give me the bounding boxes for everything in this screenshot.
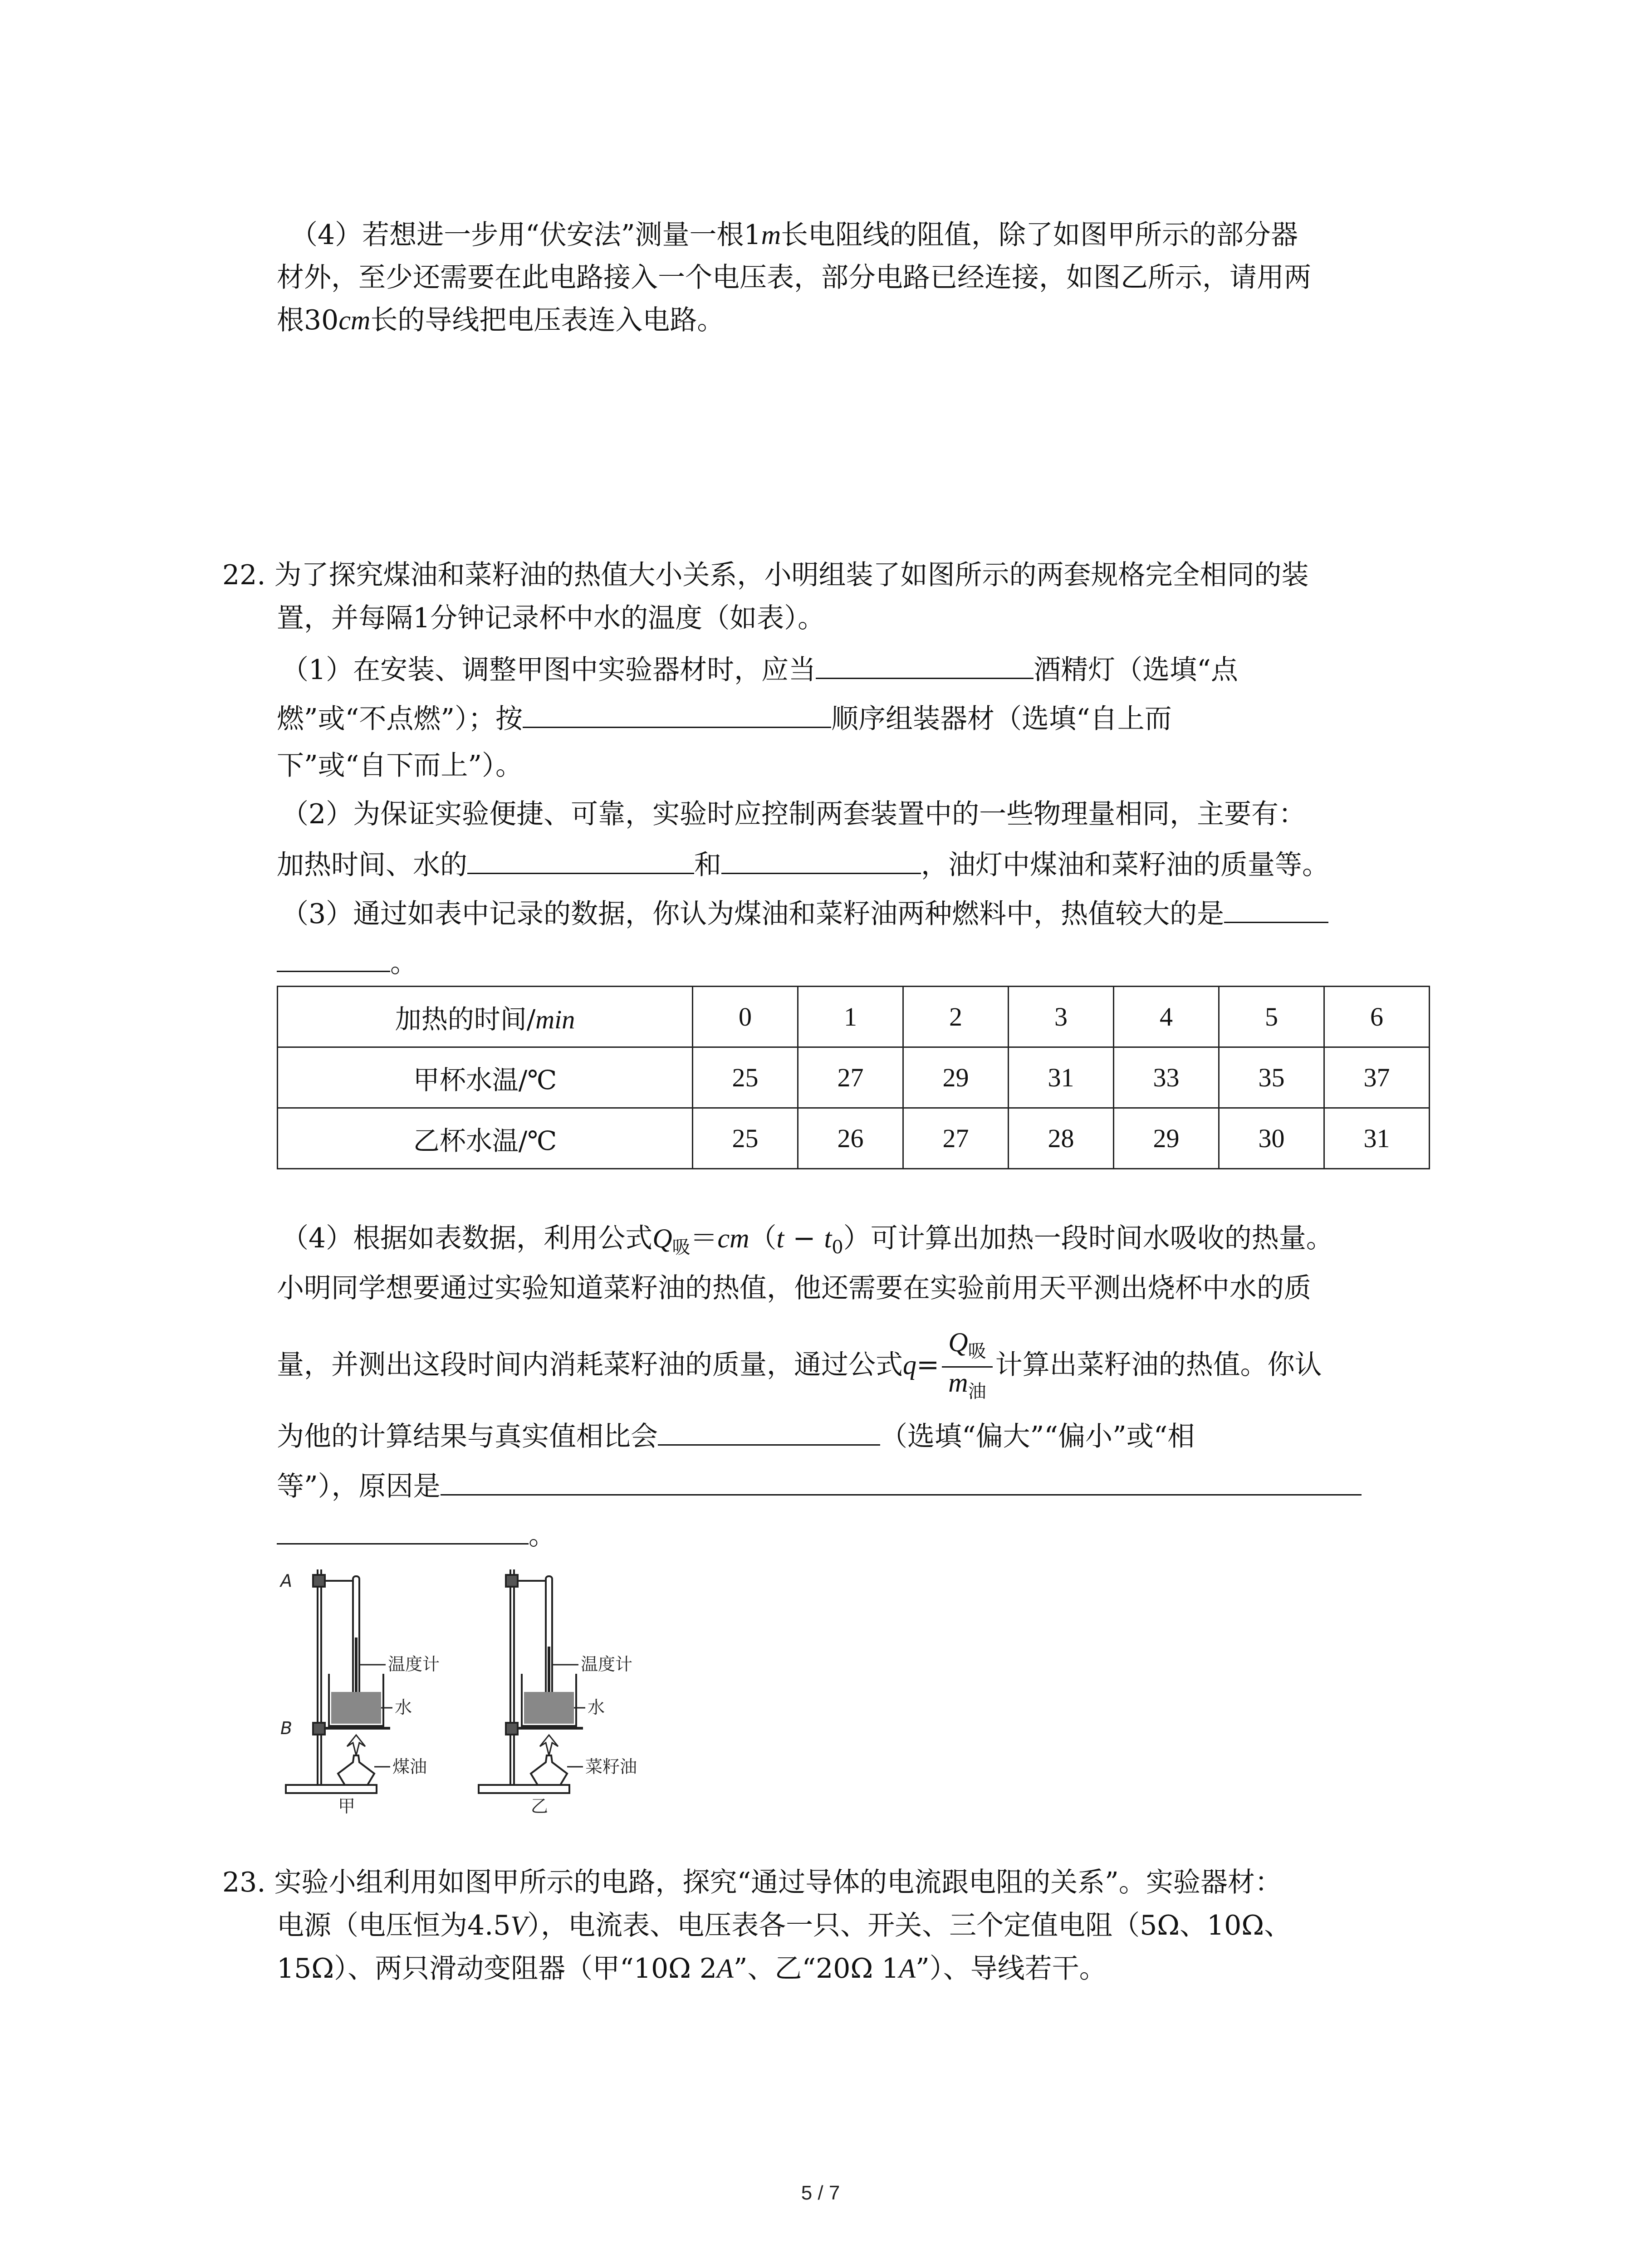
apparatus-figure xyxy=(272,1556,681,1814)
q22-part-4-line-6: 。 xyxy=(277,1515,556,1554)
q23-line-1: 23. 实验小组利用如图甲所示的电路，探究“通过导体的电流跟电阻的关系”。实验器材： xyxy=(222,1867,1282,1898)
table-cell: 2 xyxy=(903,987,1009,1047)
right-water-label: 水 xyxy=(588,1697,605,1717)
table-cell: 6 xyxy=(1324,987,1430,1047)
left-stand-base xyxy=(286,1785,377,1793)
table-cell: 0 xyxy=(693,987,798,1047)
left-thermometer-label: 温度计 xyxy=(388,1654,440,1674)
answer-blank-order[interactable] xyxy=(523,699,831,728)
table-header-time: 加热的时间/min xyxy=(278,987,693,1047)
right-caption: 乙 xyxy=(531,1796,549,1814)
q22-part-4-line-1: （4）根据如表数据，利用公式$Q_吸=cm(t - t_0)$可计算出加热一段时间水吸收的热量。 xyxy=(281,1222,1333,1258)
q22-intro-line-2: 置，并每隔1分钟记录杯中水的温度（如表）。 xyxy=(277,602,825,634)
right-stand-base xyxy=(479,1785,569,1793)
q22-part-1-line-3: 下”或“自下而上”）。 xyxy=(277,750,523,782)
q21-4-line-1: （4）若想进一步用“伏安法”测量一根1m长电阻线的阻值，除了如图甲所示的部分器 xyxy=(290,219,1298,251)
answer-blank-fuel-b[interactable] xyxy=(277,943,390,972)
table-cell: 31 xyxy=(1009,1047,1114,1108)
table-header-cup-a: 甲杯水温/℃ xyxy=(278,1047,693,1108)
q21-4-line-3: 根30cm长的导线把电压表连入电路。 xyxy=(277,304,725,336)
q23-line-3: 15Ω）、两只滑动变阻器（甲“10Ω 2A”、乙“20Ω 1A”）、导线若干。 xyxy=(277,1953,1107,1984)
q22-part-4-line-4: 为他的计算结果与真实值相比会 （选填“偏大”“偏小”或“相 xyxy=(277,1416,1195,1455)
q22-part-1-line-2: 燃”或“不点燃”）；按 顺序组装器材（选填“自上而 xyxy=(277,699,1172,737)
temperature-table xyxy=(277,986,1430,1169)
table-cell: 31 xyxy=(1324,1108,1430,1169)
q22-part-3-line-1: （3）通过如表中记录的数据，你认为煤油和菜籽油两种燃料中，热值较大的是 xyxy=(281,894,1328,932)
table-cell: 25 xyxy=(693,1047,798,1108)
answer-blank-water-2[interactable] xyxy=(721,845,921,874)
right-fuel-label: 菜籽油 xyxy=(585,1757,637,1777)
right-water-fill xyxy=(524,1692,574,1724)
table-cell: 5 xyxy=(1219,987,1324,1047)
table-row-time xyxy=(278,987,1430,1047)
left-water-label: 水 xyxy=(395,1697,412,1717)
right-flame xyxy=(540,1735,558,1755)
q22-part-4-line-2: 小明同学想要通过实验知道菜籽油的热值，他还需要在实验前用天平测出烧杯中水的质 xyxy=(277,1272,1311,1304)
answer-blank-lamp[interactable] xyxy=(816,650,1034,679)
left-lamp xyxy=(338,1755,374,1785)
q21-4-line-2: 材外，至少还需要在此电路接入一个电压表，部分电路已经连接，如图乙所示，请用两 xyxy=(277,262,1311,293)
left-caption: 甲 xyxy=(338,1796,356,1814)
answer-blank-reason-a[interactable] xyxy=(441,1466,1362,1496)
q22-part-2-line-1: （2）为保证实验便捷、可靠，实验时应控制两套装置中的一些物理量相同，主要有： xyxy=(281,798,1306,830)
table-row-cup-b xyxy=(278,1108,1430,1169)
table-cell: 28 xyxy=(1009,1108,1114,1169)
q22-number: 22. xyxy=(222,559,266,591)
q23-number: 23. xyxy=(222,1867,266,1898)
left-fuel-label: 煤油 xyxy=(392,1757,427,1777)
answer-blank-fuel-a[interactable] xyxy=(1224,894,1328,923)
table-cell: 25 xyxy=(693,1108,798,1169)
table-cell: 37 xyxy=(1324,1047,1430,1108)
table-cell: 30 xyxy=(1219,1108,1324,1169)
right-lamp xyxy=(531,1755,567,1785)
table-row-cup-a xyxy=(278,1047,1430,1108)
left-flame xyxy=(347,1735,365,1755)
table-cell: 3 xyxy=(1009,987,1114,1047)
q22-part-1-line-1: （1）在安装、调整甲图中实验器材时，应当 酒精灯（选填“点 xyxy=(281,650,1238,688)
table-cell: 29 xyxy=(903,1047,1009,1108)
left-water-fill xyxy=(331,1692,381,1724)
table-cell: 35 xyxy=(1219,1047,1324,1108)
table-cell: 29 xyxy=(1114,1108,1219,1169)
heat-value-fraction: $\frac{Q_吸}{m_油}$ xyxy=(942,1327,992,1407)
table-cell: 4 xyxy=(1114,987,1219,1047)
answer-blank-reason-b[interactable] xyxy=(277,1515,529,1545)
page-number: 5 / 7 xyxy=(801,2182,840,2204)
answer-blank-comparison[interactable] xyxy=(658,1416,880,1446)
table-header-cup-b: 乙杯水温/℃ xyxy=(278,1108,693,1169)
table-cell: 27 xyxy=(798,1047,903,1108)
table-cell: 26 xyxy=(798,1108,903,1169)
label-b: B xyxy=(280,1718,293,1738)
q22-part-4-line-5: 等”），原因是 xyxy=(277,1466,1362,1505)
table-cell: 33 xyxy=(1114,1047,1219,1108)
table-cell: 1 xyxy=(798,987,903,1047)
label-a: A xyxy=(280,1571,292,1591)
q22-part-4-line-3: 量，并测出这段时间内消耗菜籽油的质量，通过公式q= $\frac{Q_吸}{m_油}$ 计算出菜籽油的热值。你认 xyxy=(277,1327,1322,1407)
answer-blank-water-1[interactable] xyxy=(467,845,694,874)
q22-part-2-line-2: 加热时间、水的 和 ，油灯中煤油和菜籽油的质量等。 xyxy=(277,845,1329,883)
table-cell: 27 xyxy=(903,1108,1009,1169)
right-thermometer-label: 温度计 xyxy=(581,1654,633,1674)
q22-part-3-line-2: 。 xyxy=(277,943,417,981)
q23-line-2: 电源（电压恒为4.5V），电流表、电压表各一只、开关、三个定值电阻（5Ω、10Ω、 xyxy=(277,1910,1292,1941)
q22-intro-line-1: 22. 为了探究煤油和菜籽油的热值大小关系，小明组装了如图所示的两套规格完全相同的装 xyxy=(222,559,1309,591)
